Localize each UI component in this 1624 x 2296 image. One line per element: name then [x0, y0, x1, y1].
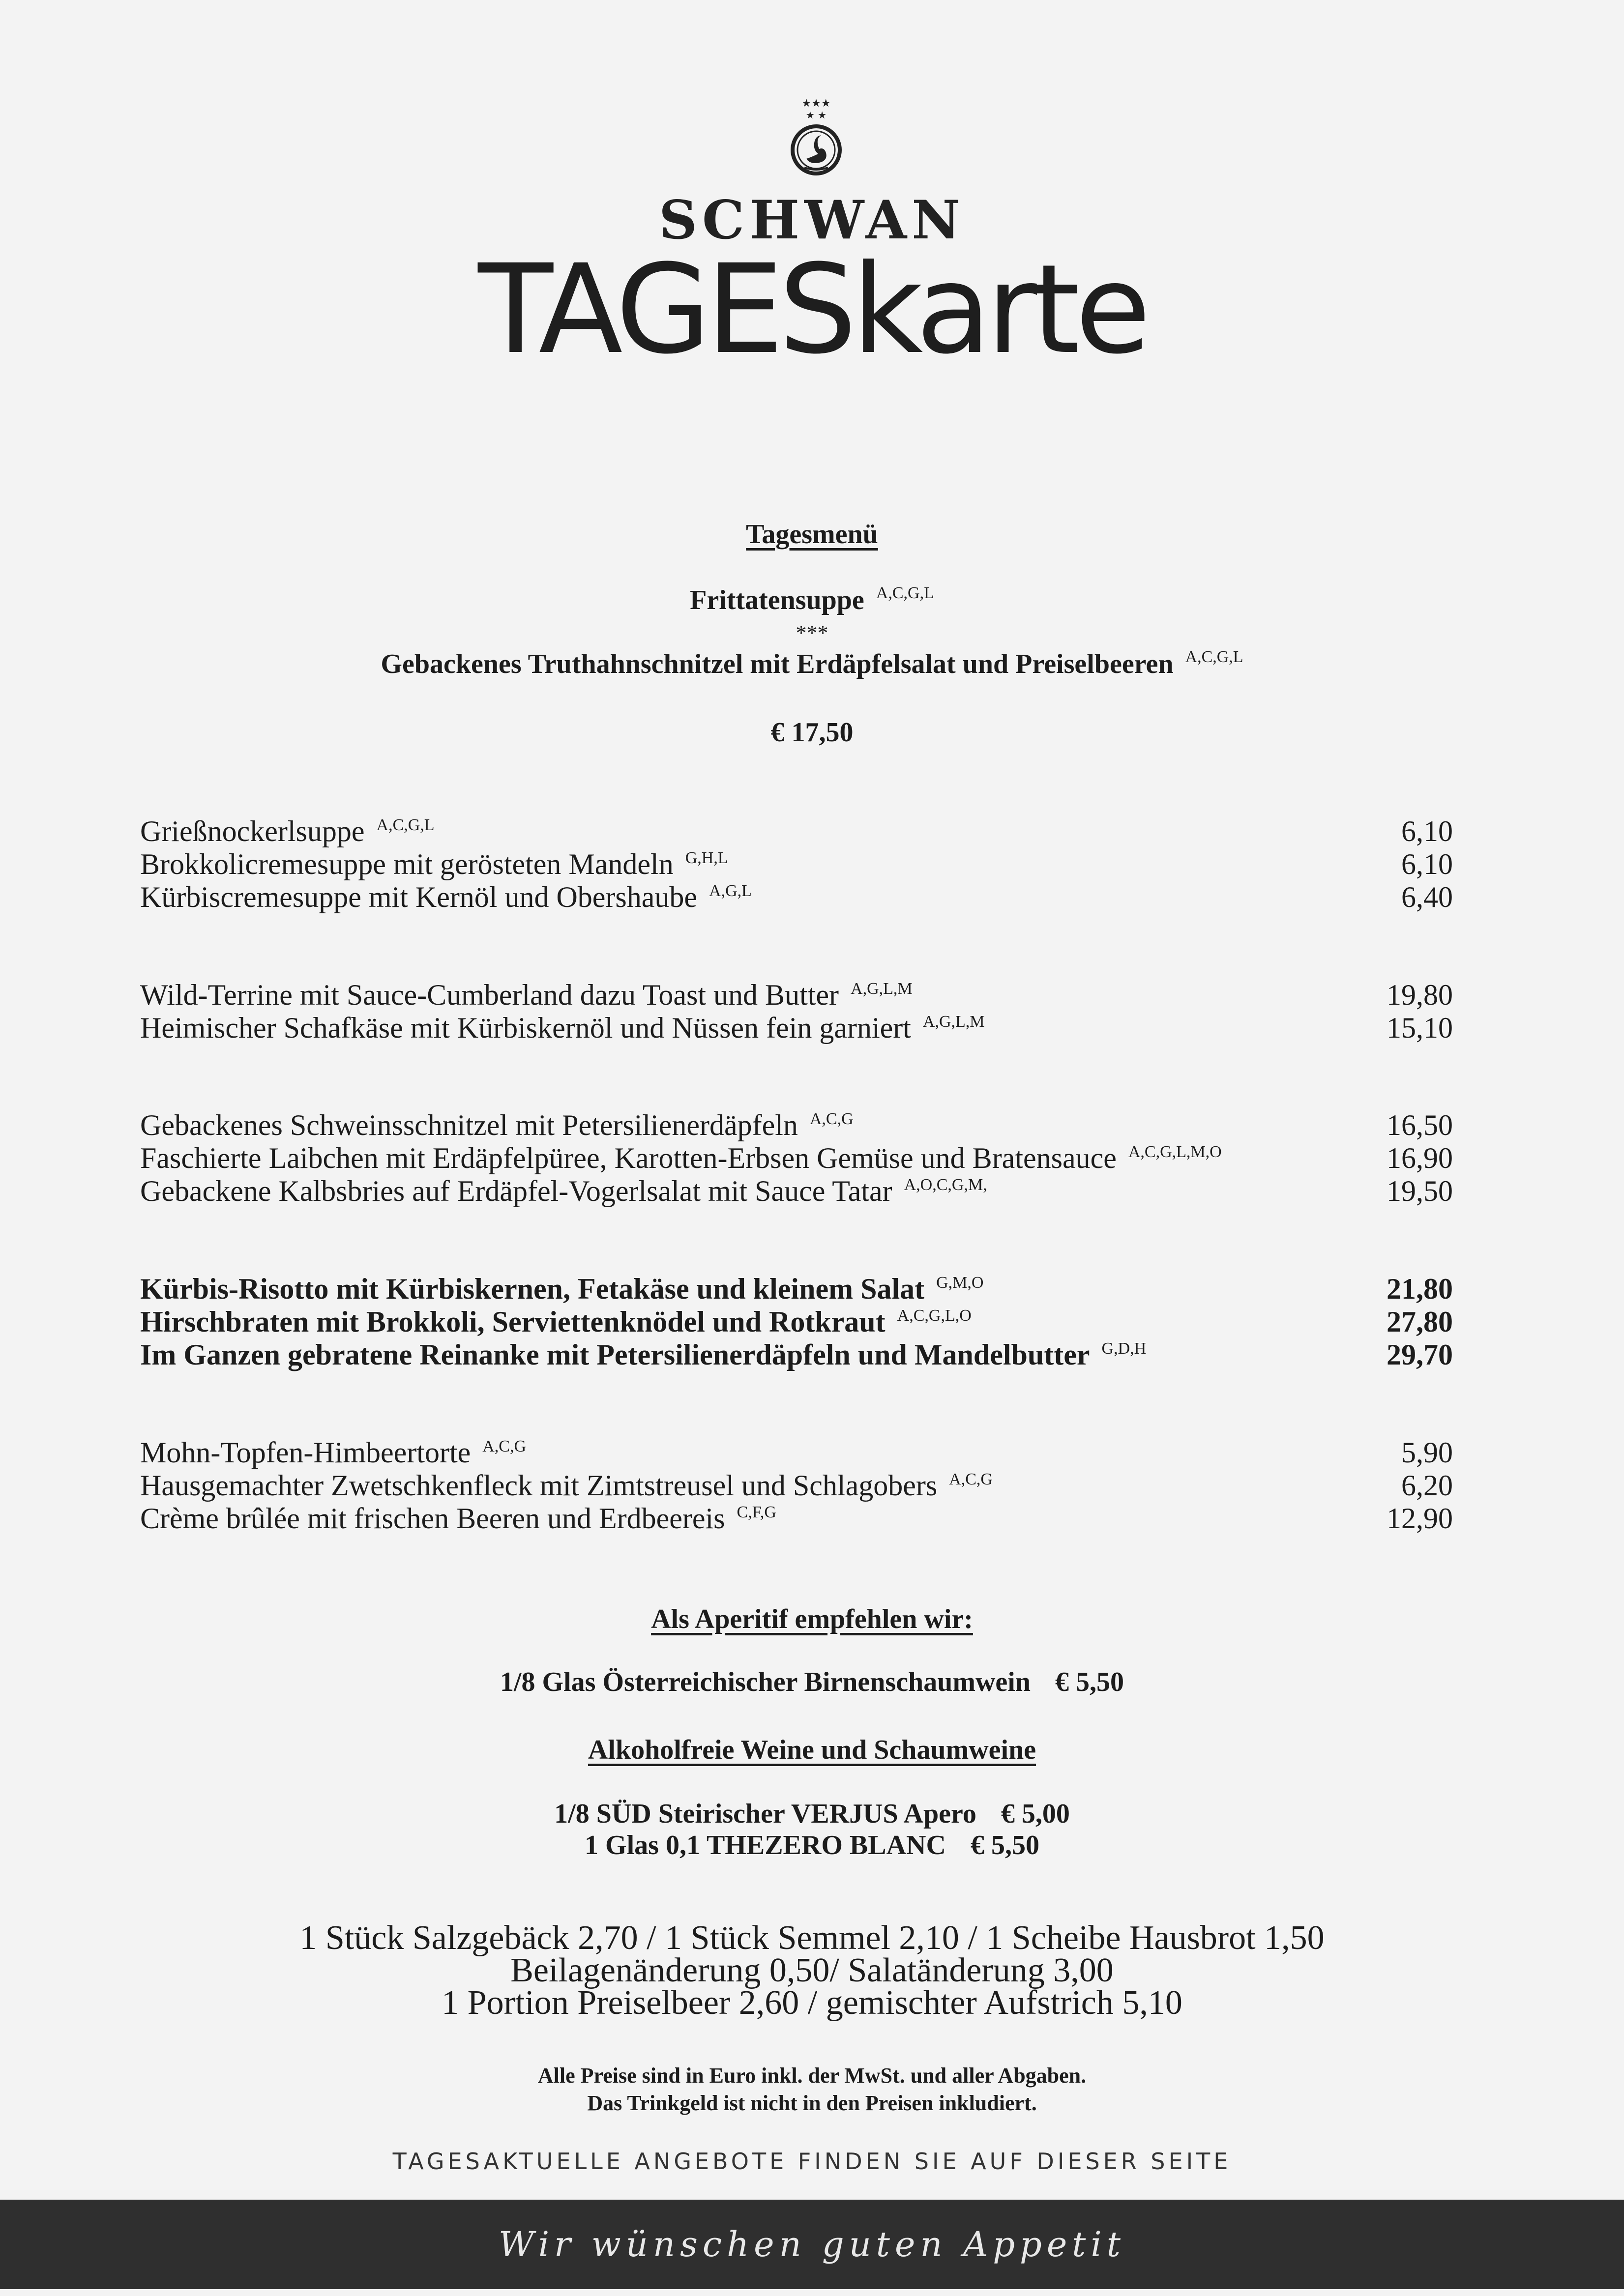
- drink-name: 1/8 SÜD Steirischer VERJUS Apero: [554, 1799, 976, 1829]
- tagesmenu-main-name: Gebackenes Truthahnschnitzel mit Erdäpfelsalat und Preiselbeeren: [381, 649, 1174, 679]
- daily-offers-note: TAGESAKTUELLE ANGEBOTE FINDEN SIE AUF DIESER SEITE: [392, 2148, 1232, 2175]
- item-price: 6,10: [1401, 815, 1453, 847]
- allergen-codes: A,G,L: [709, 882, 752, 900]
- item-price: 12,90: [1387, 1502, 1453, 1535]
- allergen-codes: A,C,G,L: [876, 584, 934, 602]
- extras-line: Beilagenänderung 0,50/ Salatänderung 3,00: [510, 1951, 1114, 1989]
- allergen-codes: A,C,G,L: [1185, 648, 1243, 666]
- menu-item: [140, 1305, 1453, 1339]
- menu-item: [140, 1502, 1453, 1536]
- menu-item: [140, 1141, 1453, 1176]
- item-price: 6,10: [1401, 848, 1453, 880]
- allergen-codes: G,M,O: [936, 1274, 984, 1292]
- item-price: 15,10: [1387, 1012, 1453, 1044]
- item-name: Im Ganzen gebratene Reinanke mit Petersilienerdäpfeln und Mandelbutter: [140, 1338, 1090, 1371]
- item-name: Gebackenes Schweinsschnitzel mit Petersilienerdäpfeln: [140, 1109, 798, 1141]
- menu-item: [140, 1011, 1453, 1046]
- menu-item: [140, 1272, 1453, 1307]
- item-name: Hirschbraten mit Brokkoli, Serviettenknödel und Rotkraut: [140, 1306, 886, 1338]
- drink-price: € 5,50: [970, 1830, 1039, 1860]
- menu-item: [140, 1338, 1453, 1372]
- item-price: 6,40: [1401, 881, 1453, 913]
- item-price: 21,80: [1387, 1273, 1453, 1305]
- brand-name: SCHWAN: [659, 189, 965, 251]
- alcohol-free-heading: Alkoholfreie Weine und Schaumweine: [588, 1735, 1036, 1765]
- tagesmenu-main: [0, 648, 1624, 680]
- item-price: 27,80: [1387, 1306, 1453, 1338]
- menu-item: [140, 1108, 1453, 1143]
- allergen-codes: C,F,G: [737, 1503, 776, 1521]
- item-name: Kürbiscremesuppe mit Kernöl und Obershaube: [140, 881, 698, 913]
- item-name: Brokkolicremesuppe mit gerösteten Mandeln: [140, 848, 674, 880]
- tagesmenu-soup: [0, 584, 1624, 616]
- allergen-codes: A,C,G: [809, 1110, 854, 1128]
- item-name: Hausgemachter Zwetschkenfleck mit Zimtstreusel und Schlagobers: [140, 1469, 938, 1502]
- price-notes: [0, 2062, 1624, 2117]
- extras-block: [0, 1919, 1624, 2022]
- svg-text:★★★: ★★★: [801, 97, 831, 110]
- tagesmenu-price: € 17,50: [770, 717, 854, 748]
- allergen-codes: G,D,H: [1101, 1339, 1147, 1358]
- menu-item: [140, 978, 1453, 1013]
- separator-stars: ***: [796, 621, 828, 645]
- item-price: 6,20: [1401, 1469, 1453, 1502]
- alcohol-free-item: [0, 1798, 1624, 1830]
- item-name: Kürbis-Risotto mit Kürbiskernen, Fetakäse und kleinem Salat: [140, 1273, 925, 1305]
- menu-item: [140, 1174, 1453, 1209]
- drink-price: € 5,00: [1001, 1799, 1070, 1829]
- alcohol-free-item: [0, 1830, 1624, 1861]
- drink-name: 1 Glas 0,1 THEZERO BLANC: [585, 1830, 946, 1860]
- item-price: 16,90: [1387, 1142, 1453, 1174]
- allergen-codes: A,G,L,M: [851, 980, 913, 998]
- allergen-codes: A,G,L,M: [922, 1013, 985, 1031]
- item-name: Gebackene Kalbsbries auf Erdäpfel-Vogerlsalat mit Sauce Tatar: [140, 1175, 892, 1207]
- svg-text:★ ★: ★ ★: [805, 109, 827, 121]
- item-name: Crème brûlée mit frischen Beeren und Erdbeereis: [140, 1502, 725, 1535]
- item-price: 16,50: [1387, 1109, 1453, 1141]
- item-price: 29,70: [1387, 1338, 1453, 1371]
- aperitif-price: € 5,50: [1055, 1667, 1124, 1697]
- item-name: Grießnockerlsuppe: [140, 815, 365, 847]
- item-price: 5,90: [1401, 1436, 1453, 1469]
- tagesmenu-soup-name: Frittatensuppe: [690, 585, 864, 615]
- item-name: Faschierte Laibchen mit Erdäpfelpüree, Karotten-Erbsen Gemüse und Bratensauce: [140, 1142, 1117, 1174]
- page-title: TAGESkarte: [478, 238, 1146, 381]
- item-price: 19,80: [1387, 979, 1453, 1011]
- swan-crest-icon: [787, 96, 846, 194]
- item-name: Heimischer Schafkäse mit Kürbiskernöl und Nüssen fein garniert: [140, 1012, 911, 1044]
- aperitif-item: [0, 1666, 1624, 1698]
- allergen-codes: G,H,L: [685, 849, 728, 867]
- footer-banner: Wir wünschen guten Appetit: [0, 2200, 1624, 2289]
- price-note: Das Trinkgeld ist nicht in den Preisen inkludiert.: [587, 2091, 1037, 2115]
- aperitif-heading: Als Aperitif empfehlen wir:: [651, 1604, 973, 1634]
- item-price: 19,50: [1387, 1175, 1453, 1207]
- tagesmenu-heading: Tagesmenü: [746, 519, 878, 550]
- item-name: Mohn-Topfen-Himbeertorte: [140, 1436, 471, 1469]
- extras-line: 1 Stück Salzgebäck 2,70 / 1 Stück Semmel 2,10 / 1 Scheibe Hausbrot 1,50: [299, 1919, 1325, 1957]
- allergen-codes: A,C,G: [949, 1470, 993, 1488]
- aperitif-name: 1/8 Glas Österreichischer Birnenschaumwein: [500, 1667, 1031, 1697]
- allergen-codes: A,O,C,G,M,: [904, 1176, 987, 1194]
- menu-item: [140, 847, 1453, 882]
- allergen-codes: A,C,G,L,M,O: [1128, 1143, 1222, 1161]
- menu-item: [140, 814, 1453, 849]
- item-name: Wild-Terrine mit Sauce-Cumberland dazu Toast und Butter: [140, 979, 839, 1011]
- allergen-codes: A,C,G,L,O: [897, 1307, 972, 1325]
- allergen-codes: A,C,G,L: [376, 816, 435, 834]
- extras-line: 1 Portion Preiselbeer 2,60 / gemischter Aufstrich 5,10: [442, 1984, 1182, 2022]
- price-note: Alle Preise sind in Euro inkl. der MwSt. und aller Abgaben.: [537, 2063, 1087, 2088]
- allergen-codes: A,C,G: [482, 1437, 527, 1455]
- menu-item: [140, 1436, 1453, 1470]
- menu-item: [140, 1469, 1453, 1503]
- menu-item: [140, 880, 1453, 915]
